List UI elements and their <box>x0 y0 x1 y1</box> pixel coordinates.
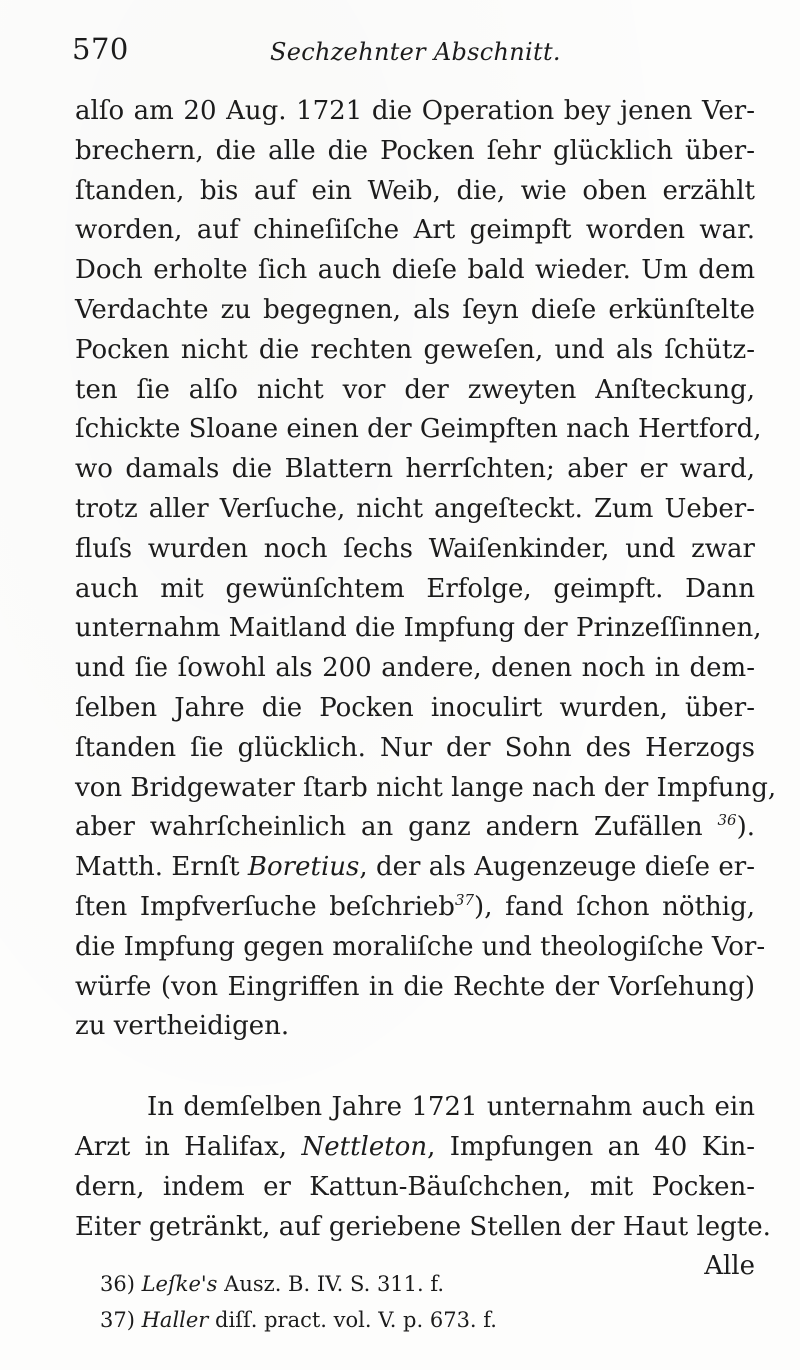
text-line: Doch erholte ſich auch dieſe bald wieder. Um dem <box>75 255 755 286</box>
text-line: ſchickte Sloane einen der Geimpften nach Hertford, <box>75 414 762 445</box>
line-text: aber wahrſcheinlich an ganz andern Zufällen <box>75 812 703 843</box>
text-line: dern, indem er Kattun-Bäuſchchen, mit Pocken- <box>75 1171 755 1202</box>
section-title: Sechzehnter Abschnitt. <box>270 38 561 66</box>
footnote-text: diſſ. pract. vol. V. p. 673. f. <box>215 1308 497 1332</box>
footnote-author: Leſke's <box>141 1272 218 1296</box>
text-line: ſtanden ſie glücklich. Nur der Sohn des Herzogs <box>75 732 755 763</box>
footnote-ref-37: 37 <box>454 890 475 909</box>
text-line: auch mit gewünſchtem Erfolge, geimpft. Dann <box>75 573 755 604</box>
paragraph-gap <box>75 1047 755 1088</box>
running-head <box>72 30 772 70</box>
footnote-text: Ausz. B. IV. S. 311. f. <box>224 1272 445 1296</box>
line-text-end: ). <box>736 812 756 843</box>
line-text: ſten Impfverſuche beſchrieb <box>75 891 455 922</box>
text-line: die Impfung gegen moraliſche und theologiſche Vor- <box>75 931 766 962</box>
text-line: trotz aller Verſuche, nicht angeſteckt. Zum Ueber- <box>75 493 755 524</box>
text-line: brechern, die alle die Pocken ſehr glücklich über- <box>75 135 755 166</box>
text-line: würfe (von Eingriffen in die Rechte der Vorſehung) <box>75 971 755 1002</box>
footnote-36 <box>100 1266 660 1302</box>
text-line: fluſs wurden noch ſechs Waiſenkinder, und zwar <box>75 533 755 564</box>
body-text <box>75 92 777 1287</box>
person-name-nettleton: Nettleton <box>301 1131 428 1162</box>
footnote-37 <box>100 1302 660 1338</box>
footnote-marker: 36) <box>100 1272 135 1296</box>
text-line: ſelben Jahre die Pocken inoculirt wurden, über- <box>75 692 755 723</box>
text-line-with-footnote-ref <box>75 888 755 928</box>
text-line: ten ſie alſo nicht vor der zweyten Anſteckung, <box>75 374 755 405</box>
line-text-end: ), fand ſchon nöthig, <box>474 891 755 922</box>
catchword: Alle <box>704 1251 755 1282</box>
text-line-with-name <box>75 1128 755 1168</box>
text-line: Pocken nicht die rechten geweſen, und als ſchütz- <box>75 334 755 365</box>
line-text-end: , Impfungen an 40 Kin- <box>427 1131 755 1162</box>
text-line: Verdachte zu begegnen, als ſeyn dieſe erkünſtelte <box>75 294 755 325</box>
text-line-with-footnote-ref <box>75 808 755 848</box>
footnote-marker: 37) <box>100 1308 135 1332</box>
line-text: Matth. Ernſt <box>75 852 240 883</box>
footnotes <box>100 1266 660 1338</box>
person-name-boretius: Boretius <box>247 852 360 883</box>
paragraph-first-line: In demſelben Jahre 1721 unternahm auch ein <box>147 1092 755 1123</box>
text-line: worden, auf chineſiſche Art geimpft worden war. <box>75 215 755 246</box>
text-line: Eiter getränkt, auf geriebene Stellen der Haut legte. <box>75 1211 771 1242</box>
footnote-author: Haller <box>141 1308 209 1332</box>
text-line: und ſie ſowohl als 200 andere, denen noch in dem- <box>75 653 755 684</box>
line-text: Arzt in Halifax, <box>75 1131 288 1162</box>
line-text-end: , der als Augenzeuge dieſe er- <box>359 852 755 883</box>
page-number: 570 <box>72 32 129 66</box>
text-line: alſo am 20 Aug. 1721 die Operation bey jenen Ver- <box>75 96 755 126</box>
text-line: unternahm Maitland die Impfung der Prinzeſſinnen, <box>75 613 762 644</box>
text-line: ſtanden, bis auf ein Weib, die, wie oben erzählt <box>75 175 755 206</box>
text-line: wo damals die Blattern herrſchten; aber er ward, <box>75 454 755 485</box>
text-line-with-name <box>75 848 755 888</box>
paragraph-last-line: zu vertheidigen. <box>75 1011 290 1042</box>
text-line: von Bridgewater ſtarb nicht lange nach der Impfung, <box>75 772 777 803</box>
footnote-ref-36: 36 <box>717 811 737 830</box>
